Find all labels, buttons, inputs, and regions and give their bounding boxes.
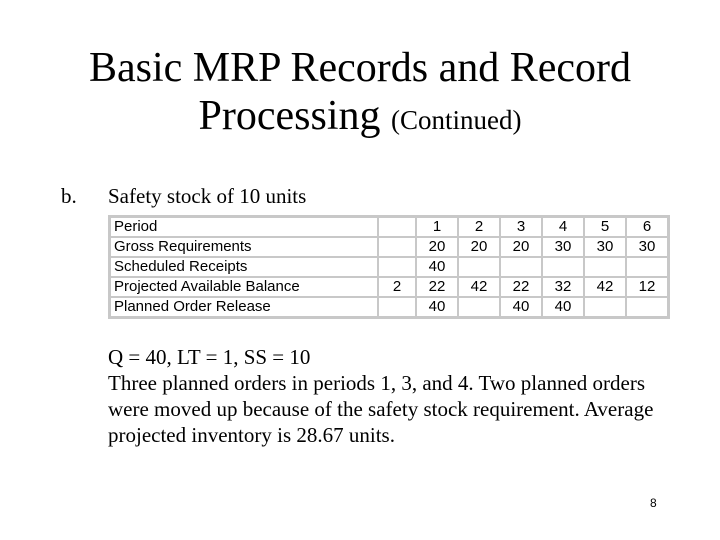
initial-balance-cell bbox=[378, 257, 416, 277]
table-cell: 40 bbox=[416, 257, 458, 277]
title-line-2 bbox=[0, 92, 720, 144]
table-cell: 42 bbox=[584, 277, 626, 297]
table-cell: 40 bbox=[542, 297, 584, 318]
table-cell: 6 bbox=[626, 217, 669, 238]
table-cell: 32 bbox=[542, 277, 584, 297]
table-row bbox=[110, 257, 669, 277]
table-cell: 22 bbox=[500, 277, 542, 297]
table-cell bbox=[626, 297, 669, 318]
table-cell bbox=[584, 297, 626, 318]
row-label: Period bbox=[110, 217, 379, 238]
table-cell: 2 bbox=[458, 217, 500, 238]
table-cell bbox=[458, 297, 500, 318]
page-number: 8 bbox=[650, 496, 657, 510]
row-label: Projected Available Balance bbox=[110, 277, 379, 297]
title-processing: Processing bbox=[198, 93, 381, 139]
table-cell: 40 bbox=[416, 297, 458, 318]
table-cell bbox=[626, 257, 669, 277]
explanation-block bbox=[108, 344, 688, 448]
table-cell bbox=[542, 257, 584, 277]
table-cell: 42 bbox=[458, 277, 500, 297]
table-cell: 1 bbox=[416, 217, 458, 238]
parameters-line: Q = 40, LT = 1, SS = 10 bbox=[108, 345, 311, 369]
item-label: b. bbox=[61, 184, 77, 208]
title-continued: (Continued) bbox=[391, 105, 522, 135]
table-cell bbox=[458, 257, 500, 277]
slide-title bbox=[0, 44, 720, 144]
title-line-1: Basic MRP Records and Record bbox=[88, 45, 632, 91]
table-cell: 12 bbox=[626, 277, 669, 297]
table-cell: 3 bbox=[500, 217, 542, 238]
table-cell: 20 bbox=[500, 237, 542, 257]
table-row bbox=[110, 277, 669, 297]
table-row bbox=[110, 237, 669, 257]
table-cell: 40 bbox=[500, 297, 542, 318]
table-cell: 5 bbox=[584, 217, 626, 238]
table-cell: 20 bbox=[416, 237, 458, 257]
table-cell: 30 bbox=[542, 237, 584, 257]
table-cell: 4 bbox=[542, 217, 584, 238]
row-label: Gross Requirements bbox=[110, 237, 379, 257]
row-label: Planned Order Release bbox=[110, 297, 379, 318]
table-cell: 30 bbox=[584, 237, 626, 257]
table-row bbox=[110, 297, 669, 318]
mrp-record-table bbox=[108, 215, 670, 319]
initial-balance-cell bbox=[378, 237, 416, 257]
initial-balance-cell bbox=[378, 217, 416, 238]
initial-balance-cell: 2 bbox=[378, 277, 416, 297]
table-cell bbox=[500, 257, 542, 277]
table-cell bbox=[584, 257, 626, 277]
initial-balance-cell bbox=[378, 297, 416, 318]
row-label: Scheduled Receipts bbox=[110, 257, 379, 277]
table-row bbox=[110, 217, 669, 238]
table-cell: 20 bbox=[458, 237, 500, 257]
table-cell: 30 bbox=[626, 237, 669, 257]
explanation-text: Three planned orders in periods 1, 3, and 4. Two planned orders were moved up because of the safety stock requirement. Average projected inventory is 28.67 units. bbox=[108, 371, 654, 447]
table-cell: 22 bbox=[416, 277, 458, 297]
item-subtitle: Safety stock of 10 units bbox=[108, 184, 307, 208]
